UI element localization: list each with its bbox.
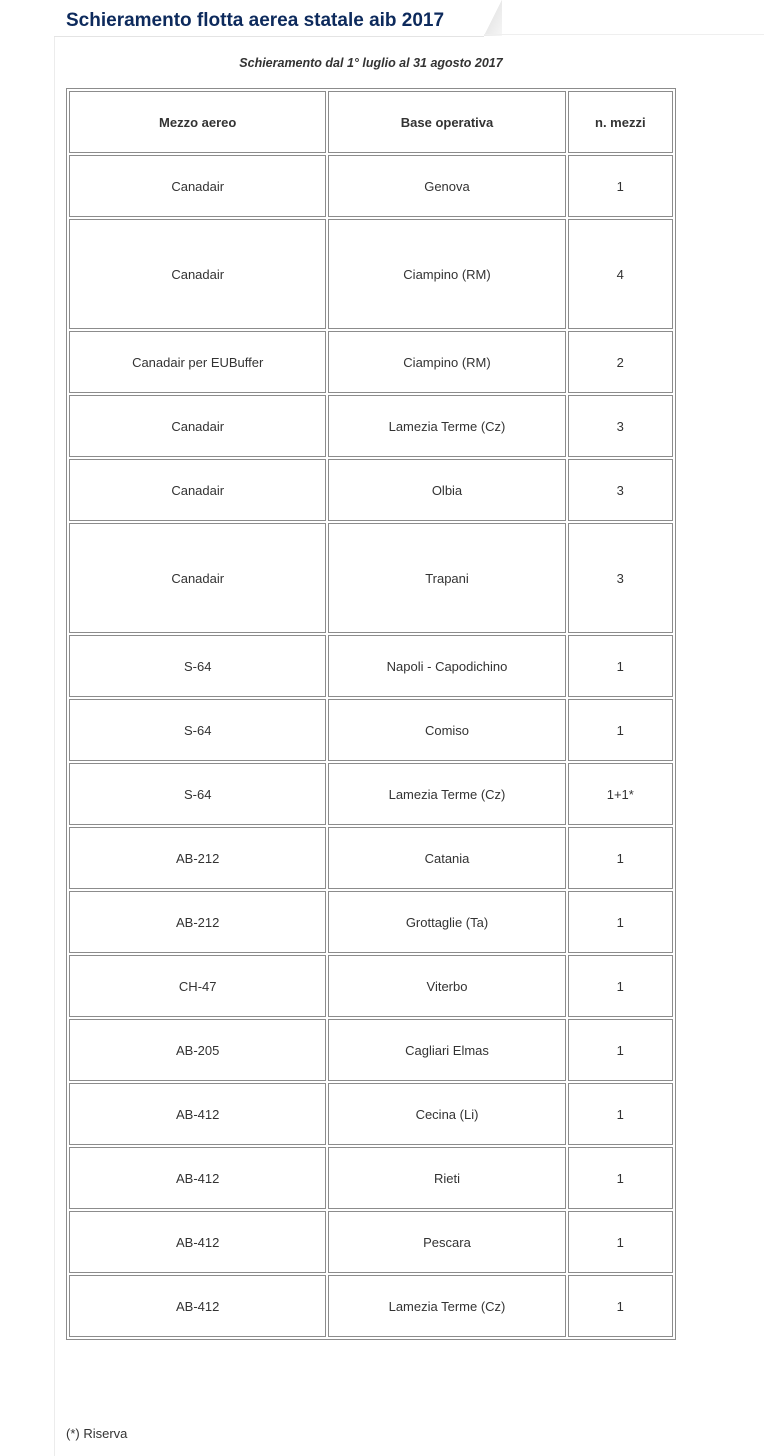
cell-n-mezzi: 3 (568, 395, 673, 457)
cell-n-mezzi: 1 (568, 1083, 673, 1145)
fleet-table (66, 88, 676, 1340)
table-row (69, 1211, 673, 1273)
cell-base-operativa: Ciampino (RM) (328, 219, 565, 329)
table-row (69, 1275, 673, 1337)
cell-base-operativa: Rieti (328, 1147, 565, 1209)
table-row (69, 1019, 673, 1081)
header-base-operativa: Base operativa (328, 91, 565, 153)
cell-n-mezzi: 1 (568, 827, 673, 889)
footnote: (*) Riserva (66, 1426, 128, 1441)
cell-n-mezzi: 1 (568, 699, 673, 761)
table-row (69, 155, 673, 217)
cell-mezzo-aereo: AB-412 (69, 1083, 326, 1145)
cell-n-mezzi: 2 (568, 331, 673, 393)
cell-base-operativa: Lamezia Terme (Cz) (328, 763, 565, 825)
header-n-mezzi: n. mezzi (568, 91, 673, 153)
cell-n-mezzi: 1 (568, 1147, 673, 1209)
cell-base-operativa: Napoli - Capodichino (328, 635, 565, 697)
table-row (69, 395, 673, 457)
cell-base-operativa: Cecina (Li) (328, 1083, 565, 1145)
cell-mezzo-aereo: S-64 (69, 763, 326, 825)
deployment-period: Schieramento dal 1° luglio al 31 agosto 2017 (239, 56, 503, 70)
cell-mezzo-aereo: S-64 (69, 699, 326, 761)
cell-n-mezzi: 1+1* (568, 763, 673, 825)
table-row (69, 827, 673, 889)
cell-mezzo-aereo: Canadair (69, 395, 326, 457)
cell-n-mezzi: 4 (568, 219, 673, 329)
cell-base-operativa: Viterbo (328, 955, 565, 1017)
cell-n-mezzi: 1 (568, 955, 673, 1017)
cell-mezzo-aereo: Canadair (69, 155, 326, 217)
cell-mezzo-aereo: AB-412 (69, 1275, 326, 1337)
cell-mezzo-aereo: S-64 (69, 635, 326, 697)
header-mezzo-aereo: Mezzo aereo (69, 91, 326, 153)
table-row (69, 1083, 673, 1145)
cell-base-operativa: Olbia (328, 459, 565, 521)
table-row (69, 219, 673, 329)
table-row (69, 1147, 673, 1209)
cell-mezzo-aereo: Canadair (69, 459, 326, 521)
table-row (69, 891, 673, 953)
cell-n-mezzi: 1 (568, 891, 673, 953)
table-row (69, 955, 673, 1017)
cell-n-mezzi: 1 (568, 1019, 673, 1081)
table-row (69, 635, 673, 697)
cell-mezzo-aereo: AB-205 (69, 1019, 326, 1081)
cell-base-operativa: Cagliari Elmas (328, 1019, 565, 1081)
cell-n-mezzi: 3 (568, 523, 673, 633)
cell-mezzo-aereo: Canadair (69, 523, 326, 633)
table-body (69, 155, 673, 1337)
cell-n-mezzi: 3 (568, 459, 673, 521)
cell-base-operativa: Pescara (328, 1211, 565, 1273)
cell-base-operativa: Lamezia Terme (Cz) (328, 395, 565, 457)
cell-mezzo-aereo: AB-412 (69, 1147, 326, 1209)
cell-base-operativa: Trapani (328, 523, 565, 633)
cell-mezzo-aereo: AB-212 (69, 891, 326, 953)
cell-mezzo-aereo: AB-212 (69, 827, 326, 889)
cell-base-operativa: Ciampino (RM) (328, 331, 565, 393)
table-row (69, 763, 673, 825)
cell-mezzo-aereo: AB-412 (69, 1211, 326, 1273)
page-title: Schieramento flotta aerea statale aib 2017 (66, 10, 445, 31)
cell-n-mezzi: 1 (568, 1211, 673, 1273)
cell-mezzo-aereo: CH-47 (69, 955, 326, 1017)
cell-base-operativa: Catania (328, 827, 565, 889)
table-row (69, 331, 673, 393)
cell-base-operativa: Comiso (328, 699, 565, 761)
cell-base-operativa: Genova (328, 155, 565, 217)
cell-n-mezzi: 1 (568, 635, 673, 697)
table-row (69, 459, 673, 521)
table-header-row (69, 91, 673, 153)
cell-n-mezzi: 1 (568, 155, 673, 217)
cell-base-operativa: Lamezia Terme (Cz) (328, 1275, 565, 1337)
table-row (69, 523, 673, 633)
table-row (69, 699, 673, 761)
cell-mezzo-aereo: Canadair (69, 219, 326, 329)
cell-n-mezzi: 1 (568, 1275, 673, 1337)
title-divider (484, 34, 764, 35)
cell-base-operativa: Grottaglie (Ta) (328, 891, 565, 953)
cell-mezzo-aereo: Canadair per EUBuffer (69, 331, 326, 393)
